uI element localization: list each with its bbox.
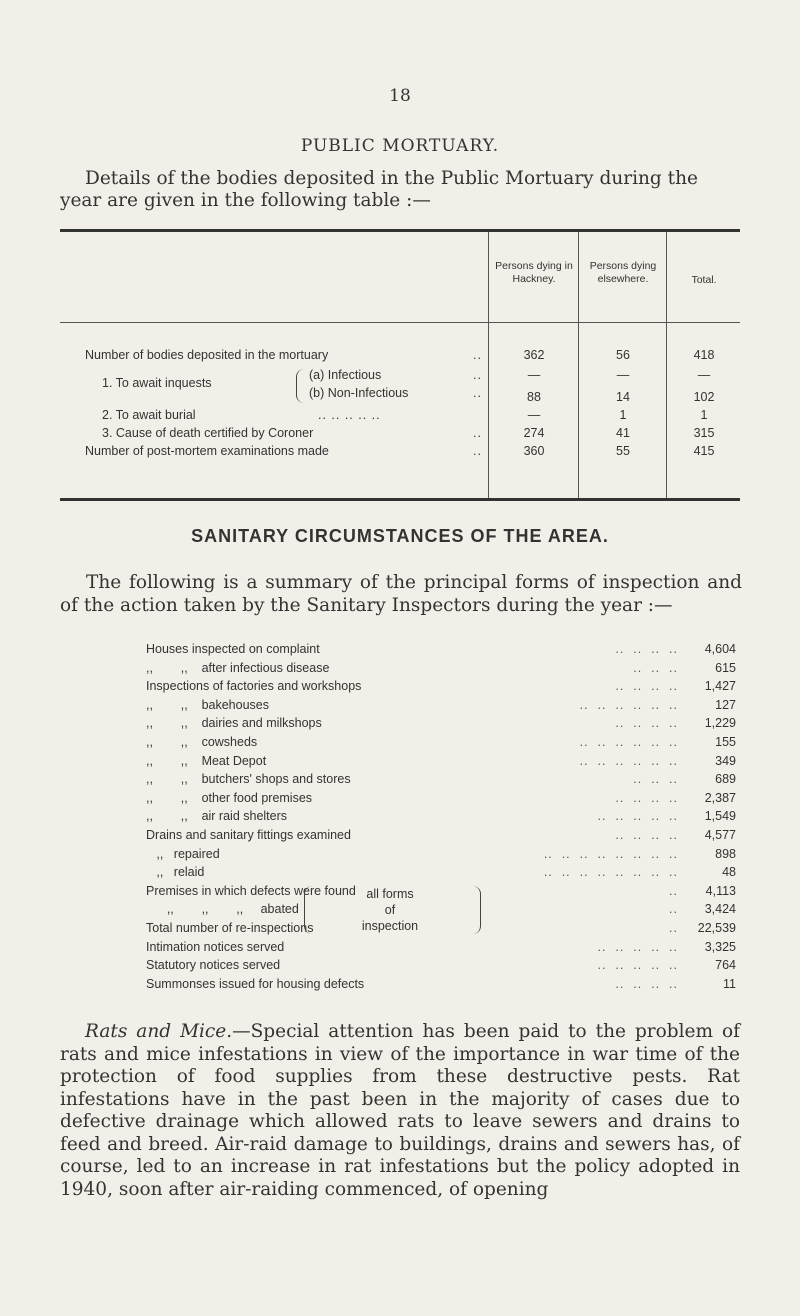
leader-dots: .. .. .. ..	[615, 642, 678, 656]
item-value: 4,113	[705, 883, 736, 898]
leader-dots: .. .. .. .. ..	[597, 958, 678, 973]
item-label: Premises in which defects were found	[146, 883, 356, 898]
table-row	[60, 408, 740, 425]
item-value: 898	[715, 846, 736, 861]
rats-body: —Special attention has been paid to the problem of rats and mice infestations in view of the importance in war time of the protection of food supplies from these destructive pests. Rat infestations have in the past been in the majority of cases due to defective drainage which allowed rats to leave sewers and drains to feed and breed. Air-raid damage to buildings, drains and sewers has, of course, led to an increase in rat infestations but the policy adopted in 1940, soon after air-raiding commenced, of opening	[60, 1021, 740, 1200]
cell-elsewhere: 56	[616, 348, 630, 362]
item-value: 615	[715, 660, 736, 675]
rats-text	[60, 1021, 740, 1201]
row-sub-label: (b) Non-Infectious	[309, 386, 409, 400]
item-value: 349	[715, 753, 736, 768]
rats-paragraph	[60, 1021, 740, 1201]
leader-dots: ..	[473, 368, 482, 382]
item-value: 689	[715, 772, 736, 787]
leader-dots: .. .. .. .. ..	[597, 809, 678, 824]
header-persons-hackney: Persons dying in Hackney.	[495, 260, 573, 285]
list-item	[146, 754, 740, 771]
summary-paragraph	[60, 572, 742, 617]
row-label: 3. Cause of death certified by Coroner	[102, 426, 314, 440]
cell-total: —	[697, 368, 711, 382]
rats-heading: Rats and Mice.	[85, 1021, 233, 1042]
list-item	[146, 772, 740, 789]
list-item	[146, 661, 740, 678]
leader-dots: .. .. .. .. ..	[597, 939, 678, 954]
item-label: Intimation notices served	[146, 939, 285, 954]
item-label: ,, ,, dairies and milkshops	[146, 716, 322, 731]
cell-total: 418	[693, 348, 715, 362]
item-label: Inspections of factories and workshops	[146, 679, 362, 694]
cell-total: 1	[700, 408, 708, 422]
mortuary-table	[60, 229, 740, 501]
section-heading: SANITARY CIRCUMSTANCES OF THE AREA.	[191, 526, 609, 546]
page-number: 18	[389, 86, 411, 106]
item-label: Statutory notices served	[146, 958, 281, 973]
list-item	[146, 679, 740, 696]
leader-dots: ..	[473, 444, 482, 458]
item-value: 764	[715, 958, 736, 973]
cell-total: 415	[693, 444, 715, 458]
item-label: ,, ,, ,, abated	[146, 902, 299, 917]
list-item	[146, 940, 740, 957]
cell-hackney: 274	[523, 426, 545, 440]
leader-dots: ..	[669, 921, 678, 935]
leader-dots: .. .. .. .. .. .. .. ..	[543, 846, 678, 861]
item-label: Drains and sanitary fittings examined	[146, 828, 351, 842]
left-brace	[304, 886, 313, 934]
row-label: 2. To await burial	[102, 408, 196, 422]
leader-dots: ..	[669, 883, 678, 898]
cell-elsewhere: —	[616, 368, 630, 382]
list-item	[146, 828, 740, 845]
header-rule	[60, 322, 740, 323]
header-total: Total.	[691, 274, 717, 286]
item-label: ,, ,, air raid shelters	[146, 809, 288, 824]
leader-dots: ..	[473, 426, 482, 440]
table-row	[60, 368, 740, 390]
leader-dots: .. .. .. ..	[615, 790, 678, 805]
cell-hackney: 360	[523, 444, 545, 458]
leader-dots: .. .. .. .. .. .. .. ..	[543, 865, 678, 880]
intro-paragraph	[60, 168, 740, 212]
item-value: 4,604	[704, 642, 736, 656]
right-brace	[472, 886, 481, 934]
leader-dots: ..	[473, 386, 482, 400]
cell-hackney: —	[527, 408, 541, 422]
item-value: 3,424	[704, 902, 736, 917]
leader-dots: ..	[669, 902, 678, 917]
item-value: 1,549	[704, 809, 736, 824]
list-item	[146, 716, 740, 733]
table-row	[60, 444, 740, 461]
item-label: ,, ,, after infectious disease	[146, 660, 330, 675]
row-label: Number of post-mortem examinations made	[85, 444, 329, 458]
list-item	[146, 642, 740, 659]
leader-dots: .. .. .. .. .. ..	[579, 735, 678, 749]
table-row	[60, 386, 740, 403]
bracket-line: inspection	[361, 919, 419, 933]
cell-hackney: 88	[527, 390, 541, 404]
cell-total: 102	[693, 390, 715, 404]
item-label: ,, ,, Meat Depot	[146, 753, 267, 768]
table-row	[60, 426, 740, 443]
intro-text: Details of the bodies deposited in the Public Mortuary during the year are given in the following table :—	[60, 168, 698, 211]
header-persons-elsewhere: Persons dying elsewhere.	[589, 260, 657, 285]
item-label: ,, ,, other food premises	[146, 790, 313, 805]
cell-elsewhere: 55	[616, 444, 630, 458]
list-item	[146, 977, 740, 994]
list-item	[146, 958, 740, 975]
list-item	[146, 698, 740, 715]
leader-dots: .. .. .. .. .. ..	[579, 753, 678, 768]
leader-dots: .. .. .. ..	[615, 716, 678, 731]
item-label: ,, ,, bakehouses	[146, 697, 269, 712]
item-label: Summonses issued for housing defects	[146, 976, 365, 991]
item-value: 155	[715, 735, 736, 749]
leader-dots: .. .. .. .. ..	[318, 408, 381, 422]
item-value: 3,325	[704, 939, 736, 954]
cell-elsewhere: 41	[616, 426, 630, 440]
leader-dots: ..	[473, 348, 482, 362]
item-label: Houses inspected on complaint	[146, 642, 320, 656]
item-value: 1,427	[704, 679, 736, 694]
list-item	[146, 865, 740, 882]
leader-dots: .. .. .. .. .. ..	[579, 697, 678, 712]
leader-dots: .. .. .. ..	[615, 828, 678, 842]
item-label: ,, repaired	[146, 846, 220, 861]
row-sub-label: (a) Infectious	[309, 368, 382, 382]
item-value: 127	[715, 697, 736, 712]
cell-total: 315	[693, 426, 715, 440]
list-item	[146, 791, 740, 808]
cell-hackney: —	[527, 368, 541, 382]
item-label: Total number of re-inspections	[146, 921, 314, 935]
table-row	[60, 348, 740, 365]
bracket-line: of	[384, 903, 396, 917]
item-value: 2,387	[704, 790, 736, 805]
row-label: Number of bodies deposited in the mortuary	[85, 348, 329, 362]
cell-hackney: 362	[523, 348, 545, 362]
bracket-note	[316, 886, 464, 934]
bracket-line: all forms	[366, 887, 414, 901]
row-label: 1. To await inquests	[102, 376, 212, 390]
leader-dots: .. .. .. ..	[615, 679, 678, 694]
item-label: ,, ,, butchers' shops and stores	[146, 772, 351, 787]
cell-elsewhere: 14	[616, 390, 630, 404]
item-value: 1,229	[704, 716, 736, 731]
item-value: 4,577	[704, 828, 736, 842]
item-value: 48	[722, 865, 736, 880]
list-item	[146, 847, 740, 864]
leader-dots: .. .. ..	[633, 772, 678, 787]
list-item	[146, 809, 740, 826]
item-label: ,, relaid	[146, 865, 205, 880]
leader-dots: .. .. ..	[633, 660, 678, 675]
item-value: 11	[723, 976, 736, 991]
summary-text: The following is a summary of the principal forms of inspection and of the action taken by the Sanitary Inspectors during the year :—	[60, 572, 742, 616]
cell-elsewhere: 1	[619, 408, 627, 422]
section-title: PUBLIC MORTUARY.	[300, 136, 500, 156]
leader-dots: .. .. .. ..	[615, 976, 678, 991]
list-item	[146, 735, 740, 752]
item-label: ,, ,, cowsheds	[146, 735, 258, 749]
item-value: 22,539	[697, 921, 736, 935]
